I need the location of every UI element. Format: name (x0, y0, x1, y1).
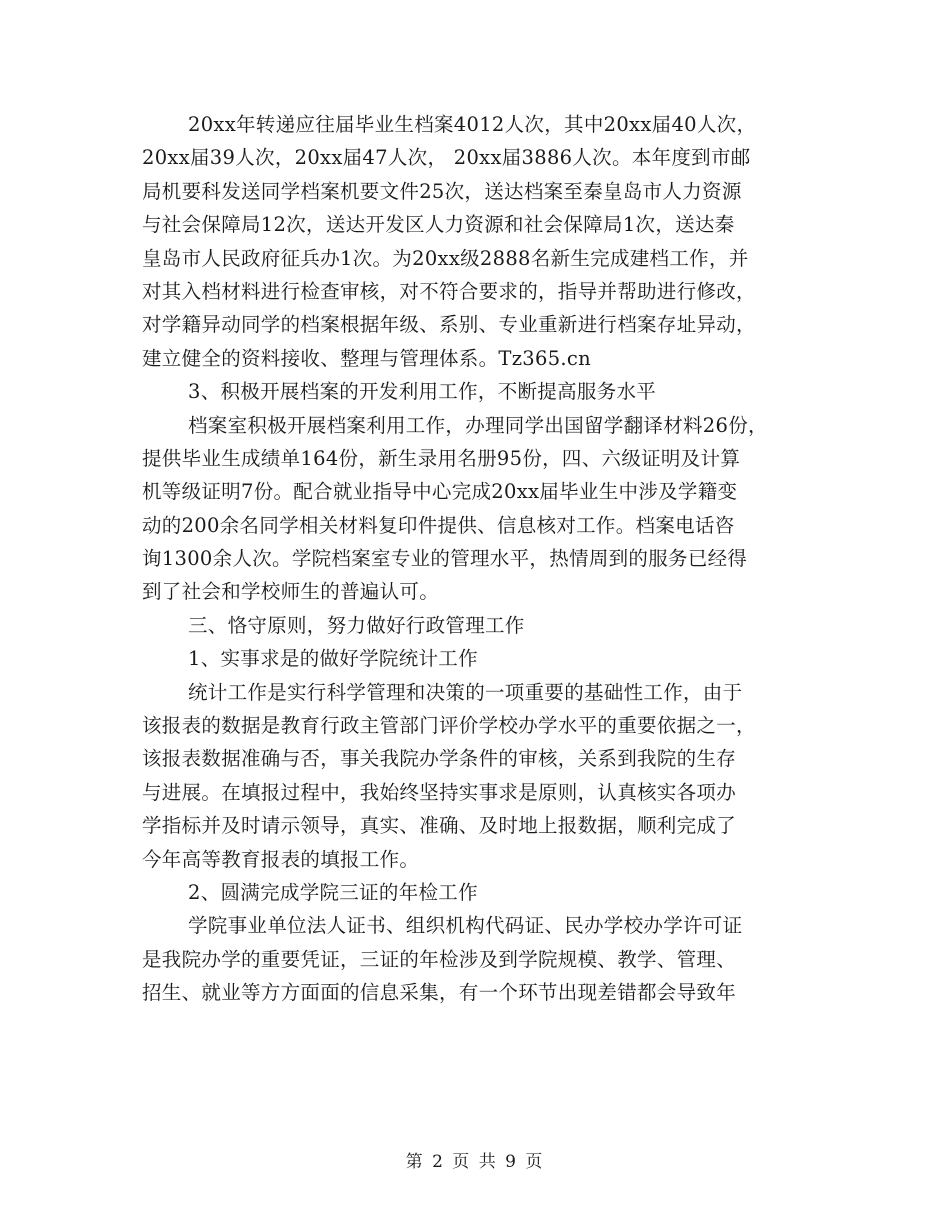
section-heading: 2、圆满完成学院三证的年检工作 (188, 880, 478, 904)
text-line: 机等级证明7份。配合就业指导中心完成20xx届毕业生中涉及学籍变 (142, 480, 738, 504)
text-line: 与进展。在填报过程中，我始终坚持实事求是原则，认真核实各项办 (142, 780, 737, 804)
text-line: 学院事业单位法人证书、组织机构代码证、民办学校办学许可证 (188, 914, 743, 938)
text-line: 是我院办学的重要凭证，三证的年检涉及到学院规模、教学、管理、 (142, 947, 737, 971)
text-line: 动的200余名同学相关材料复印件提供、信息核对工作。档案电话咨 (142, 513, 735, 537)
text-line: 统计工作是实行科学管理和决策的一项重要的基础性工作，由于 (188, 680, 743, 704)
text-line: 到了社会和学校师生的普遍认可。 (142, 580, 440, 604)
text-line: 对学籍异动同学的档案根据年级、系别、专业重新进行档案存址异动， (142, 313, 756, 337)
text-line: 皇岛市人民政府征兵办1次。为20xx级2888名新生完成建档工作，并 (142, 246, 749, 270)
text-line: 该报表的数据是教育行政主管部门评价学校办学水平的重要依据之一， (142, 714, 756, 738)
page-number-footer: 第 2 页 共 9 页 (405, 1152, 545, 1172)
text-line: 询1300余人次。学院档案室专业的管理水平，热情周到的服务已经得 (142, 547, 748, 571)
text-line: 对其入档材料进行检查审核，对不符合要求的，指导并帮助进行修改， (142, 279, 756, 303)
text-line: 该报表数据准确与否，事关我院办学条件的审核，关系到我院的生存 (142, 747, 737, 771)
text-line: 学指标并及时请示领导，真实、准确、及时地上报数据，顺利完成了 (142, 814, 737, 838)
text-line: 20xx年转递应往届毕业生档案4012人次，其中20xx届40人次， (188, 113, 757, 136)
text-line: 档案室积极开展档案利用工作，办理同学出国留学翻译材料26份， (188, 413, 768, 437)
section-heading: 三、恪守原则，努力做好行政管理工作 (188, 613, 525, 637)
text-line: 今年高等教育报表的填报工作。 (142, 847, 420, 871)
text-line: 招生、就业等方方面面的信息采集，有一个环节出现差错都会导致年 (142, 981, 737, 1005)
document-body (142, 108, 822, 1010)
text-line: 提供毕业生成绩单164份，新生录用名册95份，四、六级证明及计算 (142, 446, 741, 470)
section-heading: 3、积极开展档案的开发利用工作，不断提高服务水平 (188, 380, 657, 404)
text-line: 20xx届39人次，20xx届47人次， 20xx届3886人次。本年度到市邮 (142, 146, 751, 170)
text-line: 建立健全的资料接收、整理与管理体系。Tz365.cn (142, 346, 591, 370)
text-line: 与社会保障局12次，送达开发区人力资源和社会保障局1次，送达秦 (142, 213, 735, 237)
text-line: 局机要科发送同学档案机要文件25次，送达档案至秦皇岛市人力资源 (142, 179, 742, 203)
section-heading: 1、实事求是的做好学院统计工作 (188, 647, 478, 671)
